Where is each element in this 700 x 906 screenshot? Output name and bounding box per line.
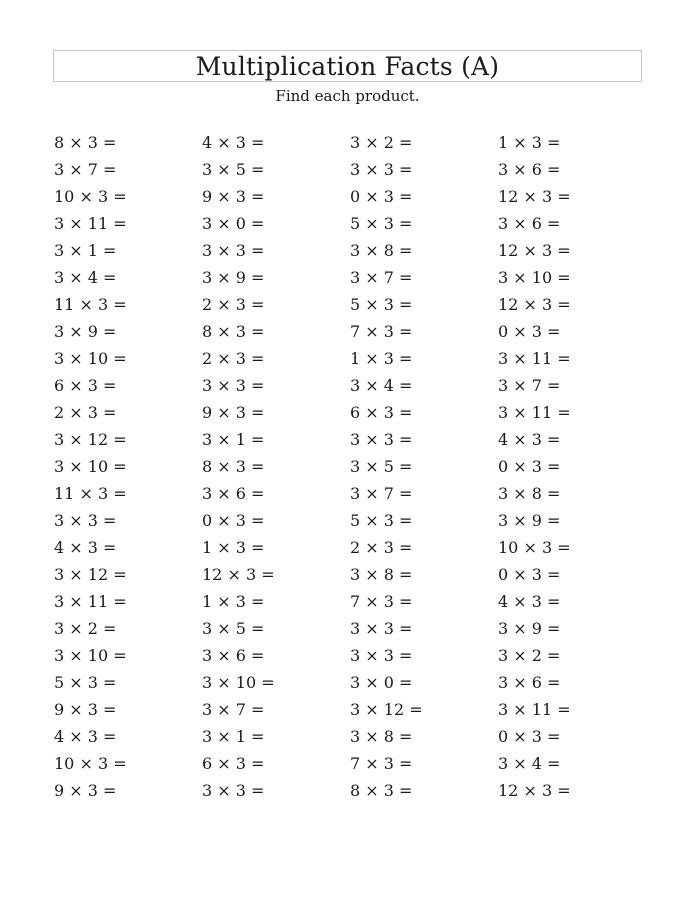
- problem-item: 3 × 8 =: [350, 241, 413, 260]
- problem-item: 12 × 3 =: [202, 565, 275, 584]
- problem-item: 3 × 11 =: [498, 403, 571, 422]
- problem-item: 8 × 3 =: [202, 457, 265, 476]
- problem-grid: [54, 132, 654, 807]
- problem-item: 0 × 3 =: [498, 565, 561, 584]
- problem-item: 3 × 9 =: [54, 322, 117, 341]
- problem-item: 6 × 3 =: [202, 754, 265, 773]
- problem-item: 4 × 3 =: [498, 430, 561, 449]
- problem-item: 5 × 3 =: [54, 673, 117, 692]
- problem-item: 3 × 8 =: [498, 484, 561, 503]
- problem-item: 3 × 9 =: [202, 268, 265, 287]
- problem-item: 3 × 4 =: [54, 268, 117, 287]
- problem-item: 0 × 3 =: [498, 322, 561, 341]
- problem-item: 3 × 11 =: [498, 349, 571, 368]
- problem-item: 5 × 3 =: [350, 511, 413, 530]
- problem-item: 1 × 3 =: [202, 538, 265, 557]
- problem-item: 6 × 3 =: [54, 376, 117, 395]
- problem-item: 12 × 3 =: [498, 781, 571, 800]
- problem-item: 3 × 6 =: [498, 673, 561, 692]
- instructions: Find each product.: [275, 87, 420, 105]
- problem-item: 3 × 7 =: [54, 160, 117, 179]
- problem-item: 3 × 3 =: [54, 511, 117, 530]
- problem-item: 3 × 6 =: [498, 160, 561, 179]
- problem-item: 3 × 7 =: [350, 268, 413, 287]
- problem-item: 3 × 6 =: [202, 646, 265, 665]
- problem-item: 3 × 11 =: [54, 214, 127, 233]
- problem-item: 7 × 3 =: [350, 592, 413, 611]
- problem-item: 3 × 3 =: [350, 619, 413, 638]
- problem-item: 9 × 3 =: [202, 403, 265, 422]
- problem-item: 12 × 3 =: [498, 241, 571, 260]
- problem-item: 9 × 3 =: [54, 781, 117, 800]
- problem-item: 3 × 7 =: [498, 376, 561, 395]
- problem-item: 10 × 3 =: [54, 187, 127, 206]
- problem-item: 8 × 3 =: [202, 322, 265, 341]
- problem-item: 0 × 3 =: [202, 511, 265, 530]
- problem-item: 2 × 3 =: [202, 349, 265, 368]
- problem-item: 9 × 3 =: [54, 700, 117, 719]
- problem-item: 0 × 3 =: [498, 727, 561, 746]
- problem-item: 1 × 3 =: [202, 592, 265, 611]
- problem-item: 3 × 0 =: [350, 673, 413, 692]
- problem-item: 5 × 3 =: [350, 214, 413, 233]
- problem-item: 3 × 12 =: [54, 430, 127, 449]
- problem-item: 3 × 7 =: [350, 484, 413, 503]
- problem-item: 11 × 3 =: [54, 484, 127, 503]
- problem-item: 3 × 4 =: [350, 376, 413, 395]
- problem-item: 12 × 3 =: [498, 295, 571, 314]
- problem-item: 3 × 12 =: [350, 700, 423, 719]
- problem-item: 3 × 5 =: [350, 457, 413, 476]
- problem-item: 3 × 3 =: [350, 430, 413, 449]
- problem-item: 0 × 3 =: [350, 187, 413, 206]
- problem-item: 2 × 3 =: [54, 403, 117, 422]
- problem-item: 3 × 3 =: [202, 241, 265, 260]
- problem-item: 3 × 3 =: [202, 781, 265, 800]
- problem-item: 6 × 3 =: [350, 403, 413, 422]
- problem-item: 3 × 12 =: [54, 565, 127, 584]
- problem-item: 3 × 5 =: [202, 160, 265, 179]
- problem-item: 10 × 3 =: [54, 754, 127, 773]
- problem-item: 3 × 2 =: [350, 133, 413, 152]
- problem-item: 3 × 4 =: [498, 754, 561, 773]
- problem-item: 7 × 3 =: [350, 754, 413, 773]
- problem-item: 5 × 3 =: [350, 295, 413, 314]
- problem-item: 3 × 10 =: [54, 646, 127, 665]
- problem-item: 4 × 3 =: [54, 538, 117, 557]
- problem-item: 3 × 0 =: [202, 214, 265, 233]
- problem-item: 3 × 7 =: [202, 700, 265, 719]
- problem-item: 10 × 3 =: [498, 538, 571, 557]
- problem-item: 3 × 2 =: [54, 619, 117, 638]
- problem-item: 0 × 3 =: [498, 457, 561, 476]
- page-title: Multiplication Facts (A): [195, 51, 500, 81]
- problem-item: 3 × 10 =: [54, 457, 127, 476]
- problem-item: 3 × 5 =: [202, 619, 265, 638]
- problem-item: 2 × 3 =: [202, 295, 265, 314]
- problem-item: 3 × 9 =: [498, 511, 561, 530]
- problem-item: 1 × 3 =: [350, 349, 413, 368]
- problem-item: 4 × 3 =: [54, 727, 117, 746]
- problem-item: 3 × 10 =: [202, 673, 275, 692]
- problem-item: 11 × 3 =: [54, 295, 127, 314]
- problem-item: 3 × 10 =: [498, 268, 571, 287]
- problem-item: 3 × 6 =: [498, 214, 561, 233]
- problem-item: 3 × 6 =: [202, 484, 265, 503]
- problem-item: 12 × 3 =: [498, 187, 571, 206]
- problem-item: 9 × 3 =: [202, 187, 265, 206]
- problem-item: 2 × 3 =: [350, 538, 413, 557]
- title-box: [53, 50, 642, 82]
- problem-item: 3 × 2 =: [498, 646, 561, 665]
- problem-item: 3 × 3 =: [350, 160, 413, 179]
- problem-item: 3 × 11 =: [498, 700, 571, 719]
- problem-item: 3 × 11 =: [54, 592, 127, 611]
- problem-item: 7 × 3 =: [350, 322, 413, 341]
- problem-item: 4 × 3 =: [202, 133, 265, 152]
- problem-item: 8 × 3 =: [54, 133, 117, 152]
- problem-item: 3 × 10 =: [54, 349, 127, 368]
- problem-item: 3 × 8 =: [350, 565, 413, 584]
- problem-item: 1 × 3 =: [498, 133, 561, 152]
- problem-item: 3 × 3 =: [350, 646, 413, 665]
- problem-item: 8 × 3 =: [350, 781, 413, 800]
- problem-item: 3 × 8 =: [350, 727, 413, 746]
- problem-item: 3 × 1 =: [202, 727, 265, 746]
- problem-item: 3 × 9 =: [498, 619, 561, 638]
- problem-item: 4 × 3 =: [498, 592, 561, 611]
- problem-item: 3 × 1 =: [54, 241, 117, 260]
- problem-item: 3 × 1 =: [202, 430, 265, 449]
- problem-item: 3 × 3 =: [202, 376, 265, 395]
